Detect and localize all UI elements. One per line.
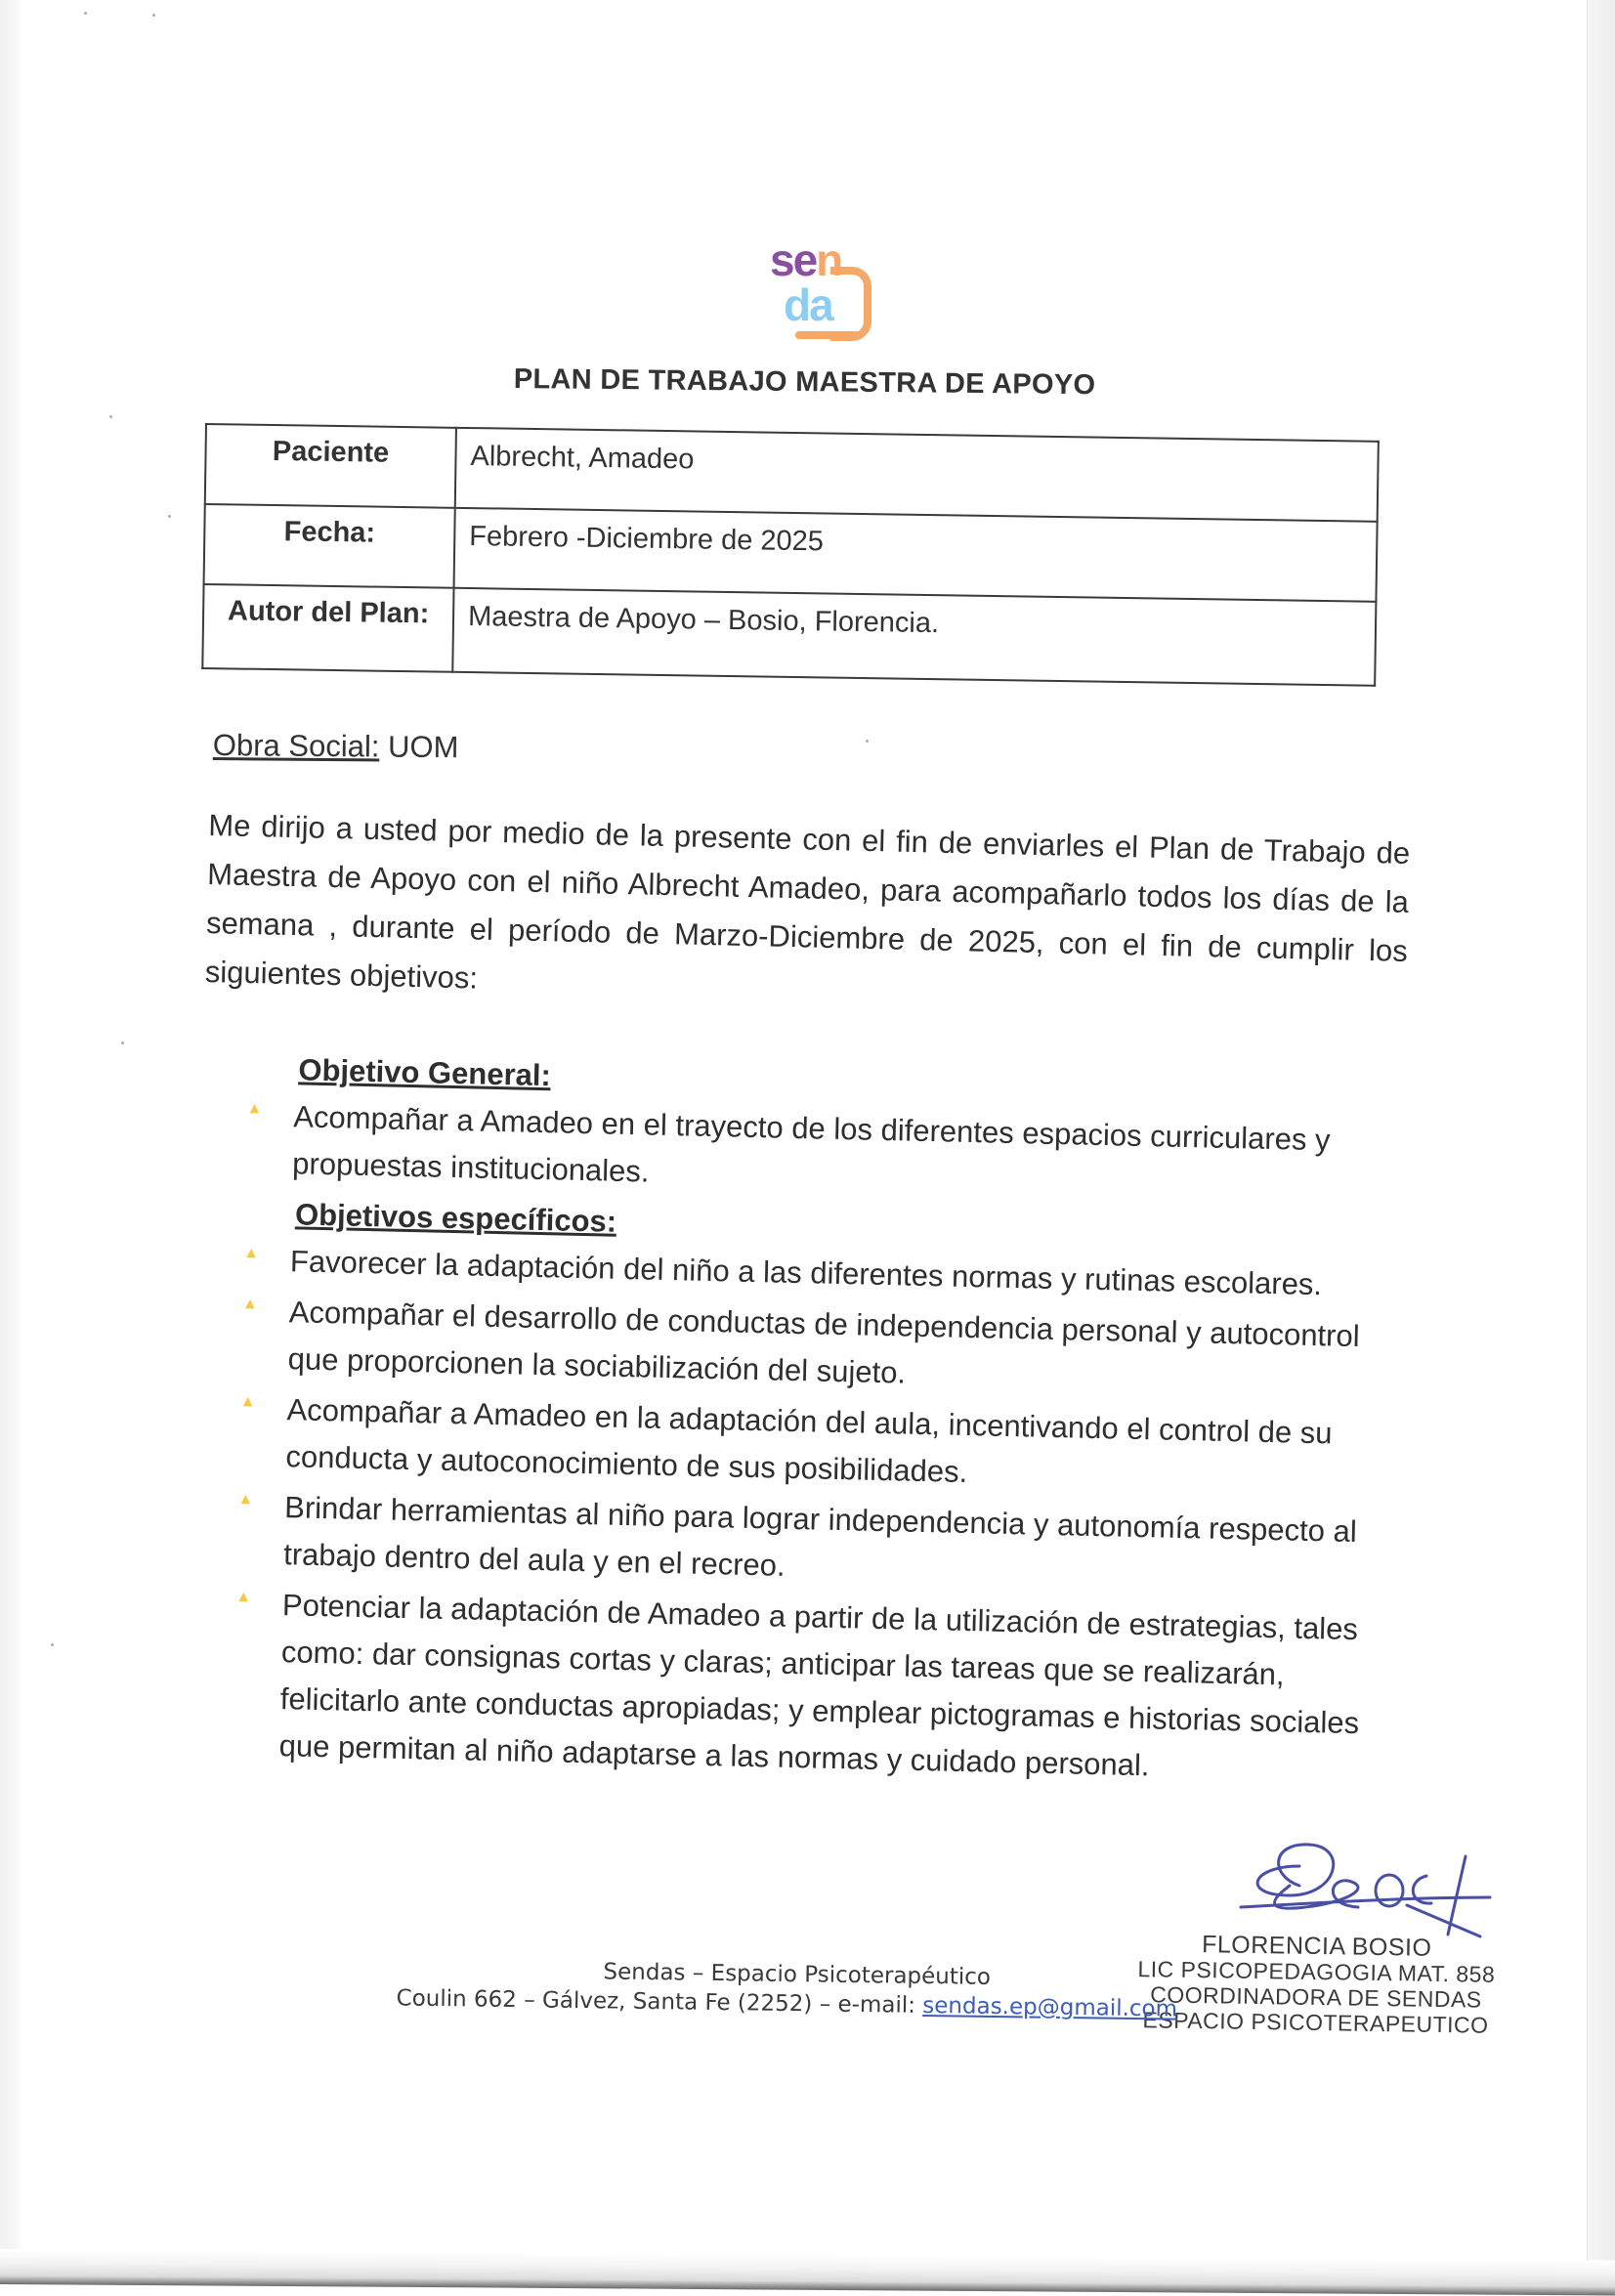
sendas-logo (770, 234, 887, 345)
bullet-icon: ▲ (246, 1100, 263, 1118)
list-item: ▲ Acompañar a Amadeo en la adaptación del aula, incentivando el control de su conducta y autoconocimiento de sus posibilidades. (239, 1392, 1333, 1489)
stamp-org: ESPACIO PSICOTERAPEUTICO (1142, 2007, 1489, 2038)
stamp-name: FLORENCIA BOSIO (1201, 1931, 1432, 1962)
obra-social (213, 728, 459, 765)
list-item: ▲ Acompañar el desarrollo de conductas de independencia personal y autocontrol que proporcionen la sociabilización del sujeto. (241, 1295, 1361, 1390)
bullet-icon: ▲ (241, 1296, 259, 1313)
scan-dust (51, 1643, 54, 1646)
logo-underline-icon (795, 331, 864, 339)
scan-edge-right (1587, 0, 1615, 2284)
email-link[interactable]: sendas.ep@gmail.com (922, 1992, 1178, 2022)
table-value-paciente: Albrecht, Amadeo (455, 428, 1379, 522)
list-item: ▲ Favorecer la adaptación del niño a las diferentes normas y rutinas escolares. (242, 1244, 1323, 1302)
footer-org-name: Sendas – Espacio Psicoterapéutico (603, 1959, 992, 1990)
list-item: ▲ Potenciar la adaptación de Amadeo a partir de la utilización de estrategias, tales como: dar consignas cortas y claras; anticipar las tareas que se realizarán, felicitarlo ante conductas apropiadas; y emplear pictogramas e historias sociales que permitan al niño adaptarse a las normas y cuidado personal. (234, 1588, 1360, 1783)
obra-social-value: UOM (387, 729, 459, 765)
signature-icon (1231, 1837, 1495, 1944)
footer-address: Coulin 662 – Gálvez, Santa Fe (2252) – e-mail: sendas.ep@gmail.com (396, 1985, 1178, 2022)
table-label-paciente: Paciente (205, 424, 456, 508)
logo-text-da: da (784, 279, 832, 330)
intro-paragraph: Me dirijo a usted por medio de la presente con el fin de enviarles el Plan de Trabajo de Maestra de Apoyo con el niño Albrecht Amadeo, para acompañarlo todos los días de la semana , durante el período de Marzo-Diciembre de 2025, con el fin de cumplir los siguientes objetivos: (204, 807, 1411, 996)
scan-edge-left (0, 0, 21, 2284)
specific-objectives-heading: Objetivos específicos: (294, 1197, 617, 1239)
logo-text-n: n (816, 234, 842, 285)
bullet-icon: ▲ (242, 1245, 260, 1262)
bullet-icon: ▲ (237, 1491, 254, 1509)
specific-objectives-list (224, 1237, 1388, 1795)
document-title: PLAN DE TRABAJO MAESTRA DE APOYO (513, 363, 1096, 402)
bullet-icon: ▲ (239, 1393, 256, 1411)
table-value-fecha: Febrero -Diciembre de 2025 (454, 508, 1378, 602)
list-item: ▲ Acompañar a Amadeo en el trayecto de los diferentes espacios curriculares y propuestas institucionales. (246, 1099, 1331, 1189)
table-label-fecha: Fecha: (204, 504, 455, 588)
table-label-autor: Autor del Plan: (202, 584, 453, 672)
scan-dust (121, 1042, 124, 1044)
logo-swoosh-icon (830, 267, 871, 341)
scan-dust (152, 14, 155, 17)
list-item: ▲ Brindar herramientas al niño para lograr independencia y autonomía respecto al trabajo dentro del aula y en el recreo. (237, 1490, 1358, 1583)
obra-social-label: Obra Social: (212, 728, 380, 764)
footer (366, 1954, 1208, 2024)
stamp-title: LIC PSICOPEDAGOGIA MAT. 858 (1137, 1956, 1496, 1987)
patient-info-table (201, 423, 1380, 687)
scan-dust (866, 740, 869, 743)
scan-dust (84, 12, 87, 15)
scan-dust (168, 515, 171, 518)
table-value-autor: Maestra de Apoyo – Bosio, Florencia. (452, 588, 1376, 686)
general-objective-heading: Objetivo General: (298, 1052, 552, 1093)
objectives-section (224, 1045, 1393, 1799)
logo-text-se: se (770, 234, 817, 285)
stamp-role: COORDINADORA DE SENDAS (1150, 1981, 1482, 2013)
table-row (202, 584, 1376, 686)
bullet-icon: ▲ (234, 1589, 252, 1606)
scan-dust (109, 415, 112, 418)
scan-edge-bottom (0, 2249, 1615, 2296)
